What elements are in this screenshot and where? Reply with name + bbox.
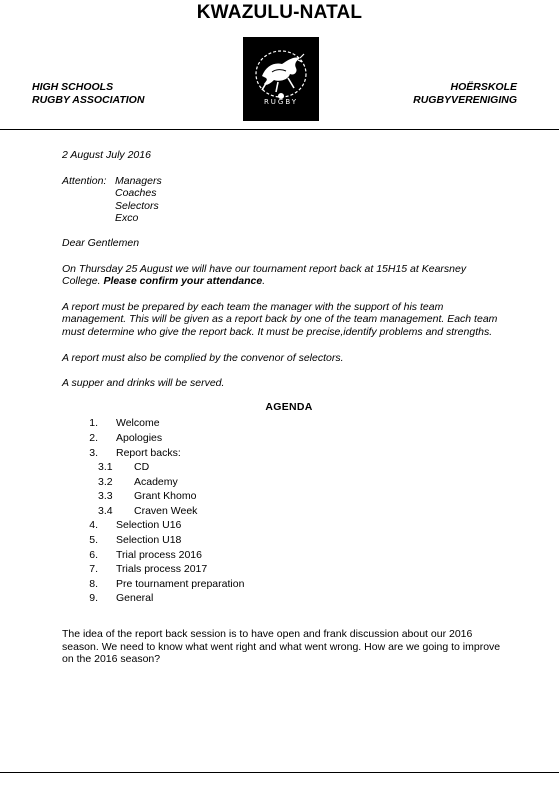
paragraph-supper: A supper and drinks will be served. [62, 377, 225, 390]
header-left-text: HIGH SCHOOLS RUGBY ASSOCIATION [32, 81, 145, 106]
attention-item: Coaches [115, 187, 157, 200]
agenda-list [62, 416, 502, 606]
list-item: 9. General [89, 592, 154, 605]
attention-block: Attention: Managers Coaches Selectors Exco [62, 174, 162, 225]
page-title: KWAZULU-NATAL [196, 2, 363, 23]
paragraph-report: A report must be prepared by each team the manager with the support of his team management. This will be given as a report back by one of the team management. Each team must determine who give the report back. It must be precise,identify problems and strengths. [62, 300, 498, 338]
attention-item: Exco [115, 212, 139, 225]
sub-list-item: 3.3 Grant Khomo [98, 490, 197, 503]
letter-date: 2 August July 2016 [62, 149, 151, 161]
paragraph-meeting: On Thursday 25 August we will have our tournament report back at 15H15 at Kearsney College. Please confirm your attendance. [62, 262, 467, 288]
sub-list-item: 3.2 Academy [98, 475, 178, 488]
list-item: 1. Welcome [89, 417, 160, 430]
closing-paragraph: The idea of the report back session is to have open and frank discussion about our 2016 season. We need to know what went right and what went wrong. How are we going to improve on the 2016 season? [62, 628, 501, 666]
sub-list-item: 3.4 Craven Week [98, 504, 198, 517]
list-item: 2. Apologies [89, 431, 163, 444]
attention-item: Selectors [115, 199, 159, 212]
list-item: 3. Report backs: [89, 446, 181, 459]
logo-text: RUGBY [263, 98, 299, 106]
list-item: 4. Selection U16 [89, 519, 182, 532]
attention-item: Managers [115, 174, 162, 187]
paragraph-selectors: A report must also be complied by the convenor of selectors. [62, 351, 344, 364]
list-item: 8. Pre tournament preparation [89, 577, 245, 590]
association-logo [243, 37, 319, 121]
sub-list-item: 3.1 CD [98, 461, 150, 474]
list-item: 7. Trials process 2017 [89, 563, 208, 576]
horse-emblem-icon [244, 38, 318, 120]
footer-divider [0, 772, 559, 773]
header-divider [0, 129, 559, 130]
list-item: 6. Trial process 2016 [89, 548, 202, 561]
letter-body [62, 149, 502, 666]
agenda-title: AGENDA [265, 400, 313, 413]
salutation: Dear Gentlemen [62, 236, 140, 249]
header-right-text: HOËRSKOLE RUGBYVERENIGING [413, 81, 517, 106]
list-item: 5. Selection U18 [89, 534, 182, 547]
